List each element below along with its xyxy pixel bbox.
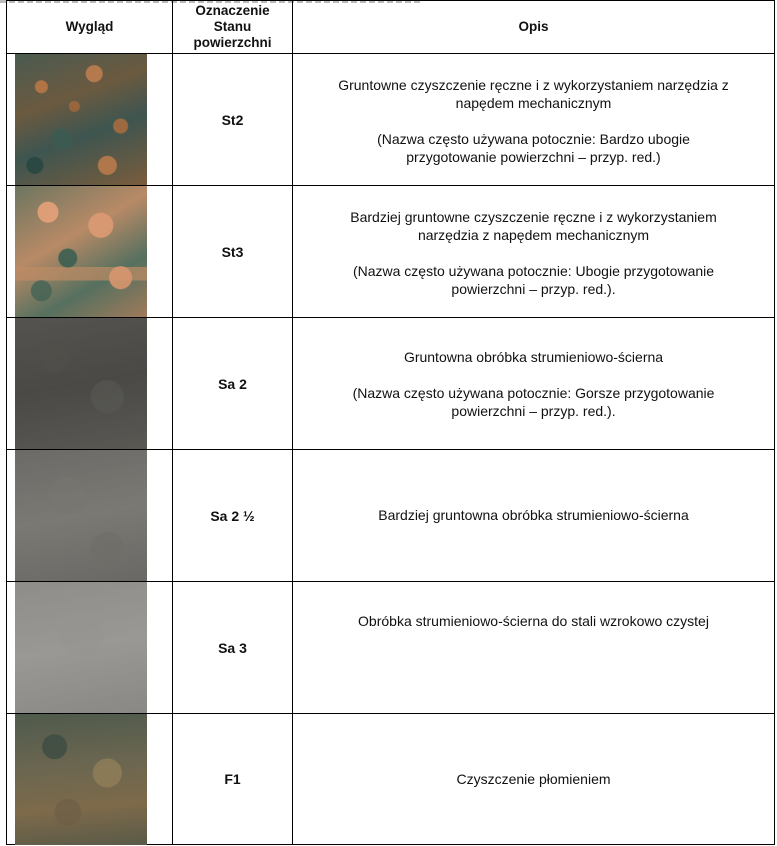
description-line: narzędzia z napędem mechanicznym xyxy=(417,227,650,243)
table-row xyxy=(7,450,775,582)
note-line: przygotowanie powierzchni – przyp. red.) xyxy=(406,149,661,165)
description-note xyxy=(293,262,774,298)
description-line: napędem mechanicznym xyxy=(455,95,612,111)
appearance-cell xyxy=(7,582,173,714)
appearance-cell xyxy=(7,186,173,318)
description-cell xyxy=(293,318,775,450)
designation-code: St2 xyxy=(173,54,293,186)
table-row xyxy=(7,714,775,845)
header-designation-line3: powierzchni xyxy=(193,35,272,50)
description-line: Czyszczenie płomieniem xyxy=(456,771,611,787)
designation-code: Sa 3 xyxy=(173,582,293,714)
header-description: Opis xyxy=(293,1,775,54)
appearance-cell xyxy=(7,450,173,582)
flame-cleaned-steel-texture xyxy=(15,714,147,845)
description-main xyxy=(293,208,774,244)
description-line: Gruntowne czyszczenie ręczne i z wykorzystaniem narzędzia z xyxy=(338,77,729,93)
table-row xyxy=(7,54,775,186)
note-line: (Nazwa często używana potocznie: Ubogie przygotowanie xyxy=(352,263,715,279)
description-cell xyxy=(293,186,775,318)
partially-cleaned-steel-texture xyxy=(15,186,147,317)
dark-blasted-steel-texture xyxy=(15,318,147,449)
description-main xyxy=(293,612,774,630)
appearance-cell xyxy=(7,318,173,450)
description-cell xyxy=(293,450,775,582)
description-main xyxy=(293,348,774,366)
grey-blasted-steel-texture xyxy=(15,450,147,581)
surface-preparation-table xyxy=(6,0,775,845)
table-row xyxy=(7,318,775,450)
description-main xyxy=(293,770,774,788)
designation-code: Sa 2 xyxy=(173,318,293,450)
corroded-steel-texture xyxy=(15,54,147,185)
description-line: Gruntowna obróbka strumieniowo-ścierna xyxy=(403,349,664,365)
designation-code: Sa 2 ½ xyxy=(173,450,293,582)
designation-code: St3 xyxy=(173,186,293,318)
note-line: (Nazwa często używana potocznie: Gorsze przygotowanie xyxy=(352,385,715,401)
appearance-cell xyxy=(7,714,173,845)
description-cell xyxy=(293,54,775,186)
designation-code: F1 xyxy=(173,714,293,845)
table-row xyxy=(7,186,775,318)
description-cell xyxy=(293,714,775,845)
description-cell xyxy=(293,582,775,714)
note-line: (Nazwa często używana potocznie: Bardzo ubogie xyxy=(377,131,690,147)
table-row xyxy=(7,582,775,714)
description-note xyxy=(293,384,774,420)
description-line: Obróbka strumieniowo-ścierna do stali wzrokowo czystej xyxy=(358,613,709,629)
appearance-cell xyxy=(7,54,173,186)
description-line: Bardziej gruntowna obróbka strumieniowo-ścierna xyxy=(378,507,689,523)
header-designation-line1: Oznaczenie xyxy=(195,3,270,18)
header-designation-line2: Stanu xyxy=(213,19,252,34)
note-line: powierzchni – przyp. red.). xyxy=(451,281,616,297)
description-line: Bardziej gruntowne czyszczenie ręczne i z wykorzystaniem xyxy=(350,209,717,225)
table-header-row xyxy=(7,1,775,54)
description-main xyxy=(293,76,774,112)
header-designation xyxy=(173,1,293,54)
description-note xyxy=(293,130,774,166)
light-blasted-steel-texture xyxy=(15,582,147,713)
header-appearance: Wygląd xyxy=(7,1,173,54)
description-main xyxy=(293,506,774,524)
note-line: powierzchni – przyp. red.). xyxy=(451,403,616,419)
